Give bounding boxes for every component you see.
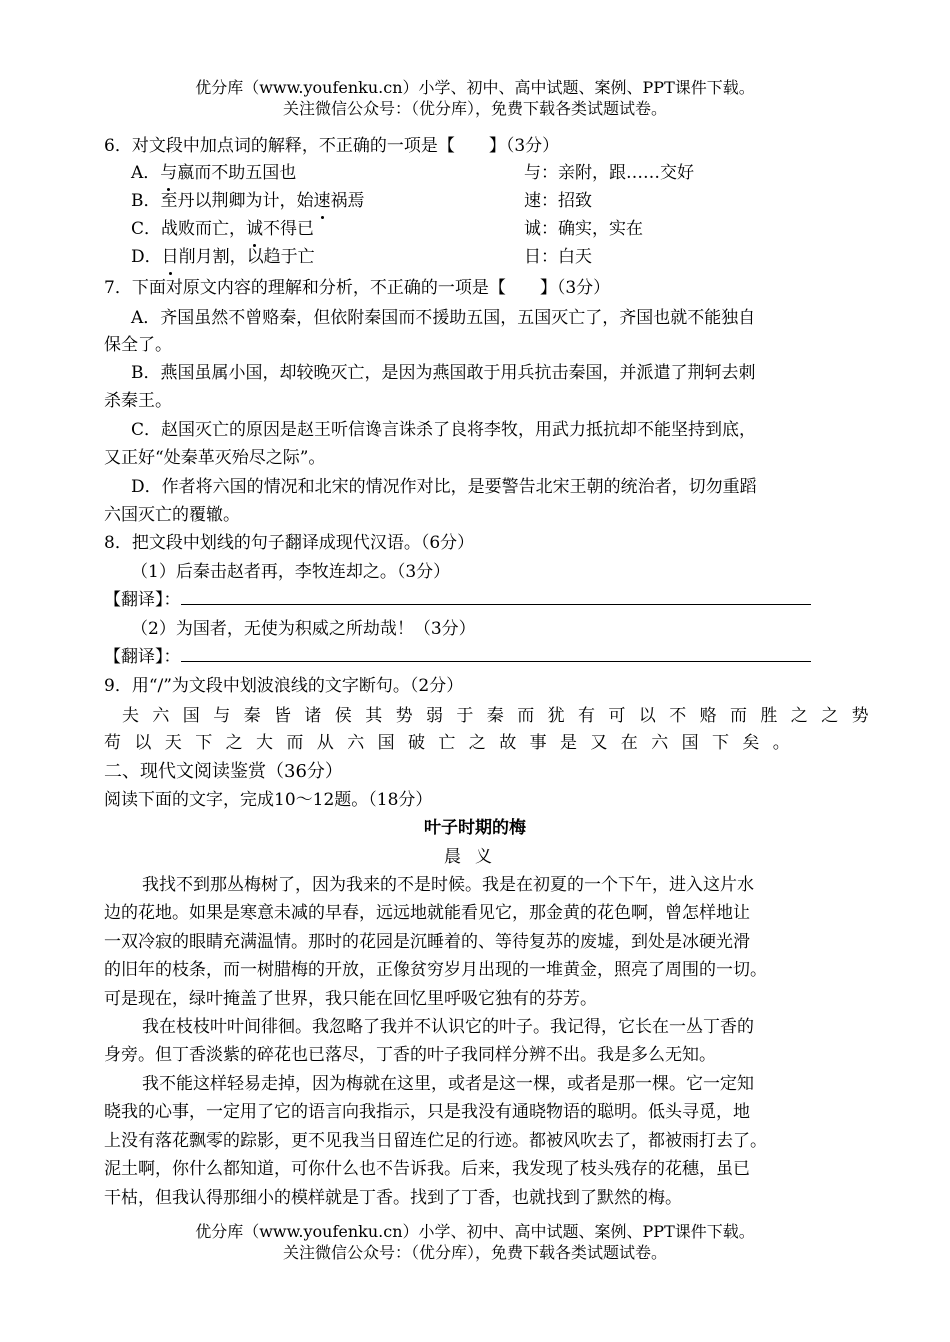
q7-option-d-line1: D．作者将六国的情况和北宋的情况作对比，是要警告北宋王朝的统治者，切勿重蹈 (131, 477, 757, 497)
q6-option-b: B．至丹以荆卿为计，始速祸焉 (131, 191, 365, 211)
q6-gloss-d: 日：白天 (524, 247, 592, 267)
q6-option-a: A．与嬴而不助五国也 (131, 163, 297, 183)
paragraph-3-line: 干枯，但我认得那细小的模样就是丁香。找到了丁香，也就找到了默然的梅。 (104, 1188, 682, 1208)
q6-gloss-c: 诚：确实，实在 (524, 219, 643, 239)
answer-blank[interactable] (181, 647, 811, 662)
q8-translation-2[interactable]: 【翻译】： (104, 645, 811, 669)
emphasis-dot-char: 诚 (246, 219, 264, 239)
q7-option-b-line1: B．燕国虽属小国，却较晚灭亡，是因为燕国敢于用兵抗击秦国，并派遣了荆轲去刺 (131, 363, 756, 383)
paragraph-1-line: 的旧年的枝条，而一树腊梅的开放，正像贫穷岁月出现的一堆黄金，照亮了周围的一切。 (104, 960, 767, 980)
q8-sentence-2: （2）为国者，无使为积威之所劫哉！（3分） (131, 619, 476, 639)
q9-text-line2: 苟以天下之大而从六国破亡之故事是又在六国下矣。 (104, 733, 804, 753)
emphasis-dot-char: 速 (313, 191, 331, 211)
footer-line-2: 关注微信公众号：（优分库），免费下载各类试题试卷。 (282, 1243, 667, 1262)
paragraph-1-line: 我找不到那丛梅树了，因为我来的不是时候。我是在初夏的一个下午，进入这片水 (142, 875, 754, 895)
paragraph-1-line: 边的花地。如果是寒意未减的早春，远远地就能看见它，那金黄的花色啊，曾怎样地让 (104, 903, 750, 923)
article-author: 晨义 (444, 847, 506, 867)
q6-gloss-a: 与：亲附，跟……交好 (524, 163, 694, 183)
header-line-2: 关注微信公众号：（优分库），免费下载各类试题试卷。 (282, 99, 667, 118)
q8-sentence-1: （1）后秦击赵者再，李牧连却之。（3分） (131, 562, 451, 582)
q7-option-a-line2: 保全了。 (104, 335, 172, 355)
q7-option-c-line1: C．赵国灭亡的原因是赵王听信谗言诛杀了良将李牧，用武力抵抗却不能坚持到底， (131, 420, 757, 440)
paragraph-2-line: 我在枝枝叶叶间徘徊。我忽略了我并不认识它的叶子。我记得，它长在一丛丁香的 (142, 1017, 754, 1037)
paragraph-3-line: 我不能这样轻易走掉，因为梅就在这里，或者是这一棵，或者是那一棵。它一定知 (142, 1074, 754, 1094)
q6-gloss-b: 速：招致 (524, 191, 592, 211)
paragraph-3-line: 上没有落花飘零的踪影，更不见我当日留连伫足的行迹。都被风吹去了，都被雨打去了。 (104, 1131, 767, 1151)
emphasis-dot-char: 日 (161, 247, 179, 267)
q6-option-c: C．战败而亡，诚不得已 (131, 219, 315, 239)
q6-option-d: D．日削月割，以趋于亡 (131, 247, 315, 267)
q7-option-d-line2: 六国灭亡的覆辙。 (104, 505, 240, 525)
paragraph-3-line: 晓我的心事，一定用了它的语言向我指示，只是我没有通晓物语的聪明。低头寻觅，地 (104, 1102, 750, 1122)
paragraph-1-line: 一双冷寂的眼睛充满温情。那时的花园是沉睡着的、等待复苏的废墟，到处是冰硬光滑 (104, 932, 750, 952)
header-line-1: 优分库（www.youfenku.cn）小学、初中、高中试题、案例、PPT课件下载。 (195, 78, 755, 97)
answer-blank[interactable] (181, 590, 811, 605)
q7-option-a-line1: A．齐国虽然不曾赂秦，但依附秦国而不援助五国，五国灭亡了，齐国也就不能独自 (131, 308, 756, 328)
paragraph-1-line: 可是现在，绿叶掩盖了世界，我只能在回忆里呼吸它独有的芬芳。 (104, 989, 597, 1009)
q8-stem: 8．把文段中划线的句子翻译成现代汉语。（6分） (104, 533, 475, 553)
footer-line-1: 优分库（www.youfenku.cn）小学、初中、高中试题、案例、PPT课件下载。 (195, 1222, 755, 1241)
section-2-intro: 阅读下面的文字，完成10～12题。（18分） (104, 790, 433, 810)
q7-option-c-line2: 又正好“处秦革灭殆尽之际”。 (104, 448, 326, 468)
q7-stem: 7．下面对原文内容的理解和分析，不正确的一项是【 】（3分） (104, 278, 611, 298)
q7-option-b-line2: 杀秦王。 (104, 391, 172, 411)
paragraph-3-line: 泥土啊，你什么都知道，可你什么也不告诉我。后来，我发现了枝头残存的花穗，虽已 (104, 1159, 750, 1179)
section-2-title: 二、现代文阅读鉴赏（36分） (104, 761, 343, 782)
q6-stem: 6．对文段中加点词的解释，不正确的一项是【 】（3分） (104, 136, 560, 156)
q8-translation-1[interactable]: 【翻译】： (104, 588, 811, 612)
q9-text-line1: 夫六国与秦皆诸侯其势弱于秦而犹有可以不赂而胜之之势 (122, 706, 882, 726)
emphasis-dot-char: 与 (160, 163, 178, 183)
q9-stem: 9．用“/”为文段中划波浪线的文字断句。（2分） (104, 676, 464, 696)
paragraph-2-line: 身旁。但丁香淡紫的碎花也已落尽，丁香的叶子我同样分辨不出。我是多么无知。 (104, 1045, 716, 1065)
article-title: 叶子时期的梅 (424, 818, 526, 838)
